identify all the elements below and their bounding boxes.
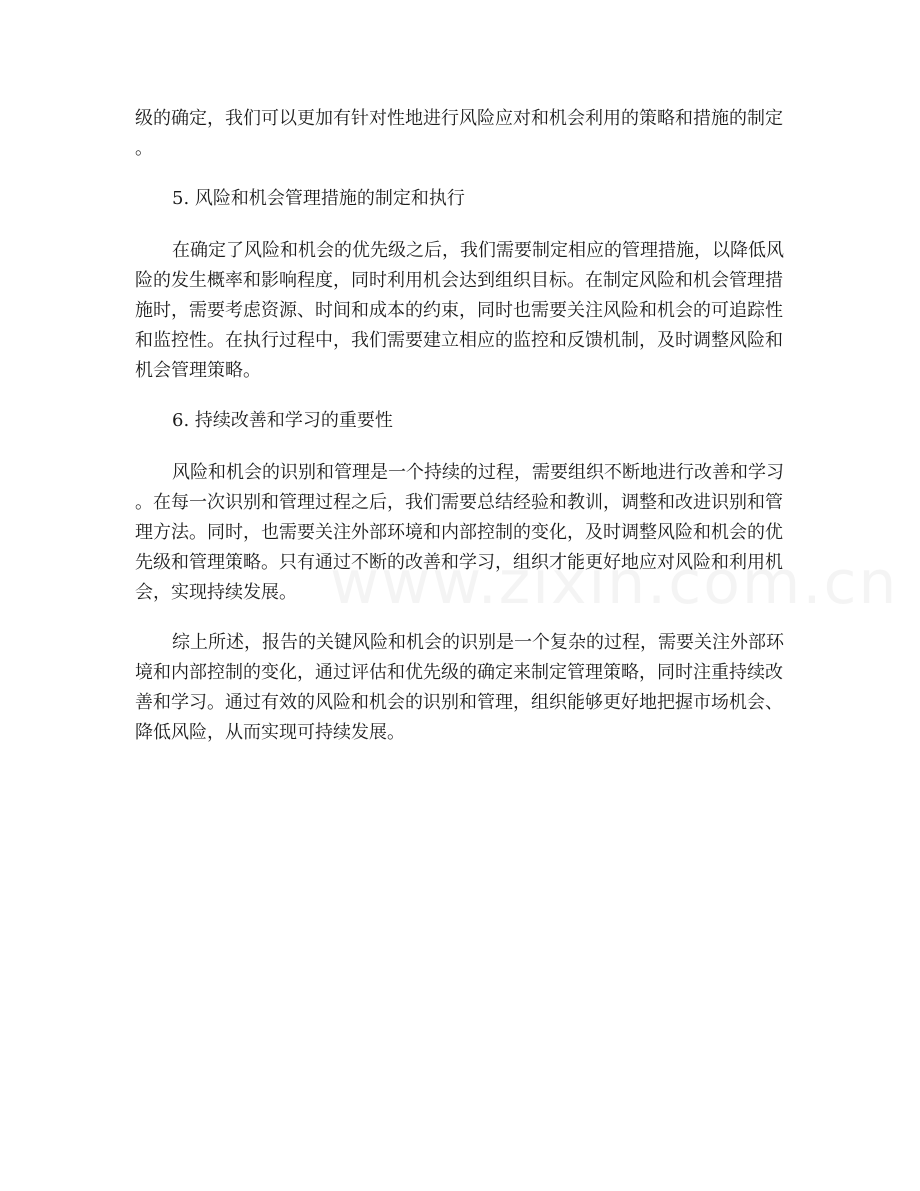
text-line: 施时，需要考虑资源、时间和成本的约束，同时也需要关注风险和机会的可追踪性 bbox=[135, 300, 783, 321]
text-line: 。在每一次识别和管理过程之后，我们需要总结经验和教训，调整和改进识别和管 bbox=[135, 492, 783, 513]
section-heading-5 bbox=[135, 184, 787, 214]
text-line: 险的发生概率和影响程度，同时利用机会达到组织目标。在制定风险和机会管理措 bbox=[135, 270, 783, 291]
section-heading-6 bbox=[135, 406, 787, 436]
paragraph-section-5 bbox=[135, 236, 787, 386]
document-page bbox=[135, 104, 787, 768]
text-line: 降低风险，从而实现可持续发展。 bbox=[135, 722, 405, 743]
paragraph-continuation bbox=[135, 104, 787, 164]
heading-text: 6. 持续改善和学习的重要性 bbox=[172, 410, 393, 431]
text-line: 风险和机会的识别和管理是一个持续的过程，需要组织不断地进行改善和学习 bbox=[172, 462, 784, 483]
text-line: 级的确定，我们可以更加有针对性地进行风险应对和机会利用的策略和措施的制定 bbox=[135, 108, 783, 129]
text-line: 和监控性。在执行过程中，我们需要建立相应的监控和反馈机制，及时调整风险和 bbox=[135, 330, 783, 351]
text-line: 境和内部控制的变化，通过评估和优先级的确定来制定管理策略，同时注重持续改 bbox=[135, 662, 783, 683]
text-line: 善和学习。通过有效的风险和机会的识别和管理，组织能够更好地把握市场机会、 bbox=[135, 692, 783, 713]
text-line: 在确定了风险和机会的优先级之后，我们需要制定相应的管理措施，以降低风 bbox=[172, 240, 784, 261]
text-line: 理方法。同时，也需要关注外部环境和内部控制的变化，及时调整风险和机会的优 bbox=[135, 522, 783, 543]
text-line: 综上所述，报告的关键风险和机会的识别是一个复杂的过程，需要关注外部环 bbox=[172, 632, 784, 653]
paragraph-section-6 bbox=[135, 458, 787, 608]
text-line: 机会管理策略。 bbox=[135, 360, 261, 381]
text-line: 。 bbox=[135, 138, 153, 159]
paragraph-conclusion bbox=[135, 628, 787, 748]
heading-text: 5. 风险和机会管理措施的制定和执行 bbox=[172, 188, 465, 209]
text-line: 先级和管理策略。只有通过不断的改善和学习，组织才能更好地应对风险和利用机 bbox=[135, 552, 783, 573]
text-line: 会，实现持续发展。 bbox=[135, 582, 297, 603]
